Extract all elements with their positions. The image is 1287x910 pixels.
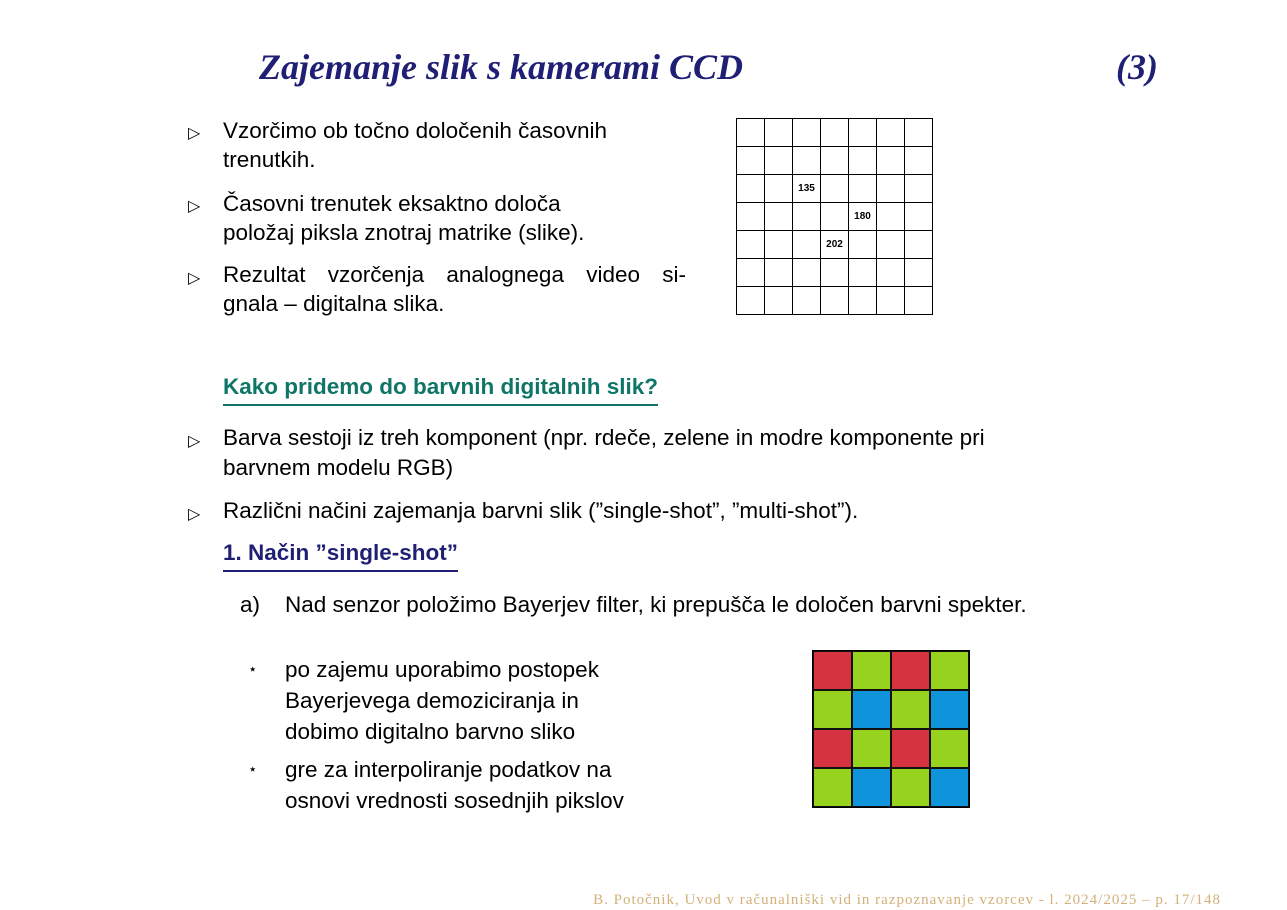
bullet-line: Časovni trenutek eksaktno določa (223, 191, 561, 216)
bayer-cell-red (891, 651, 930, 690)
grid-cell (877, 203, 905, 231)
slide-number: (3) (1116, 47, 1158, 87)
star-item-interpolation (285, 754, 624, 816)
star-line: po zajemu uporabimo postopek (285, 657, 599, 682)
grid-cell (793, 287, 821, 315)
star-line: osnovi vrednosti sosednjih pikslov (285, 788, 624, 813)
bayer-cell-green (930, 729, 969, 768)
grid-cell (877, 259, 905, 287)
grid-cell (793, 203, 821, 231)
grid-cell (737, 287, 765, 315)
star-line: dobimo digitalno barvno sliko (285, 719, 576, 744)
bullet-line: barvnem modelu RGB) (223, 455, 454, 480)
bullet-line: trenutkih. (223, 147, 316, 172)
triangle-bullet-icon: ▷ (188, 125, 201, 142)
grid-cell (849, 175, 877, 203)
bayer-cell-red (813, 729, 852, 768)
bayer-cell-green (930, 651, 969, 690)
bullet-capture-modes (223, 496, 858, 525)
grid-cell (765, 147, 793, 175)
grid-cell (877, 147, 905, 175)
grid-cell: 135 (793, 175, 821, 203)
grid-cell (849, 147, 877, 175)
bullet-line: položaj piksla znotraj matrike (slike). (223, 220, 585, 245)
grid-cell: 202 (821, 231, 849, 259)
grid-cell (821, 287, 849, 315)
grid-cell (737, 175, 765, 203)
bayer-cell-red (813, 651, 852, 690)
footer-citation: B. Potočnik, Uvod v računalniški vid in razpoznavanje vzorcev - l. 2024/2025 – p. 17/148 (593, 892, 1221, 908)
grid-cell (737, 147, 765, 175)
bullet-color-components (223, 423, 985, 482)
star-bullet-icon: ⋆ (248, 761, 258, 778)
item-a-text: Nad senzor položimo Bayerjev filter, ki prepušča le določen barvni spekter. (285, 592, 1027, 617)
grid-row (737, 231, 933, 259)
bullet-line: Rezultat vzorčenja analognega video si- (223, 262, 686, 287)
grid-cell (793, 259, 821, 287)
grid-cell (877, 287, 905, 315)
bayer-cell-green (891, 768, 930, 807)
grid-cell (877, 231, 905, 259)
grid-cell (905, 259, 933, 287)
star-line: gre za interpoliranje podatkov na (285, 757, 612, 782)
grid-cell (849, 231, 877, 259)
bayer-cell-green (813, 690, 852, 729)
grid-cell (737, 259, 765, 287)
grid-cell (905, 175, 933, 203)
bayer-cell-blue (852, 768, 891, 807)
grid-cell (905, 147, 933, 175)
pixel-grid (736, 118, 933, 315)
grid-cell (765, 119, 793, 147)
bayer-cell-green (852, 729, 891, 768)
bayer-cell-blue (852, 690, 891, 729)
grid-cell (905, 287, 933, 315)
bullet-time-position (223, 189, 584, 247)
grid-row (737, 119, 933, 147)
bullet-sampling (223, 116, 607, 174)
bayer-cell-green (813, 768, 852, 807)
single-shot-heading: 1. Način ”single-shot” (223, 540, 458, 572)
grid-cell (821, 259, 849, 287)
grid-cell: 180 (849, 203, 877, 231)
slide-title: Zajemanje slik s kamerami CCD (259, 47, 744, 87)
grid-cell (821, 147, 849, 175)
grid-row (737, 175, 933, 203)
bullet-line: Vzorčimo ob točno določenih časovnih (223, 118, 607, 143)
grid-cell (849, 119, 877, 147)
grid-cell (793, 119, 821, 147)
grid-cell (877, 119, 905, 147)
bayer-cell-blue (930, 768, 969, 807)
grid-cell (849, 287, 877, 315)
grid-cell (821, 203, 849, 231)
bullet-line: Različni načini zajemanja barvni slik (”single-shot”, ”multi-shot”). (223, 498, 859, 523)
grid-row (737, 203, 933, 231)
star-bullet-icon: ⋆ (248, 661, 258, 678)
grid-cell (905, 231, 933, 259)
bayer-cell-green (891, 690, 930, 729)
grid-cell (793, 231, 821, 259)
grid-cell (765, 259, 793, 287)
bullet-line: Barva sestoji iz treh komponent (npr. rdeče, zelene in modre komponente pri (223, 425, 985, 450)
grid-cell (765, 203, 793, 231)
bayer-cell-blue (930, 690, 969, 729)
bullet-line: gnala – digitalna slika. (223, 291, 445, 316)
triangle-bullet-icon: ▷ (188, 198, 201, 215)
grid-cell (737, 203, 765, 231)
triangle-bullet-icon: ▷ (188, 433, 201, 450)
grid-row (737, 287, 933, 315)
grid-row (737, 259, 933, 287)
bayer-cell-green (852, 651, 891, 690)
grid-cell (849, 259, 877, 287)
bullet-result (223, 260, 686, 318)
grid-cell (793, 147, 821, 175)
color-question-heading: Kako pridemo do barvnih digitalnih slik? (223, 374, 658, 406)
grid-cell (737, 119, 765, 147)
triangle-bullet-icon: ▷ (188, 270, 201, 287)
triangle-bullet-icon: ▷ (188, 506, 201, 523)
star-item-demosaicing (285, 654, 599, 747)
grid-cell (821, 175, 849, 203)
grid-cell (905, 203, 933, 231)
item-a-label: a) (240, 592, 261, 617)
grid-cell (821, 119, 849, 147)
grid-cell (765, 175, 793, 203)
grid-cell (765, 231, 793, 259)
bayer-filter-grid (812, 650, 970, 808)
grid-cell (905, 119, 933, 147)
grid-cell (765, 287, 793, 315)
grid-row (737, 147, 933, 175)
grid-cell (877, 175, 905, 203)
grid-cell (737, 231, 765, 259)
star-line: Bayerjevega demoziciranja in (285, 688, 579, 713)
bayer-cell-red (891, 729, 930, 768)
